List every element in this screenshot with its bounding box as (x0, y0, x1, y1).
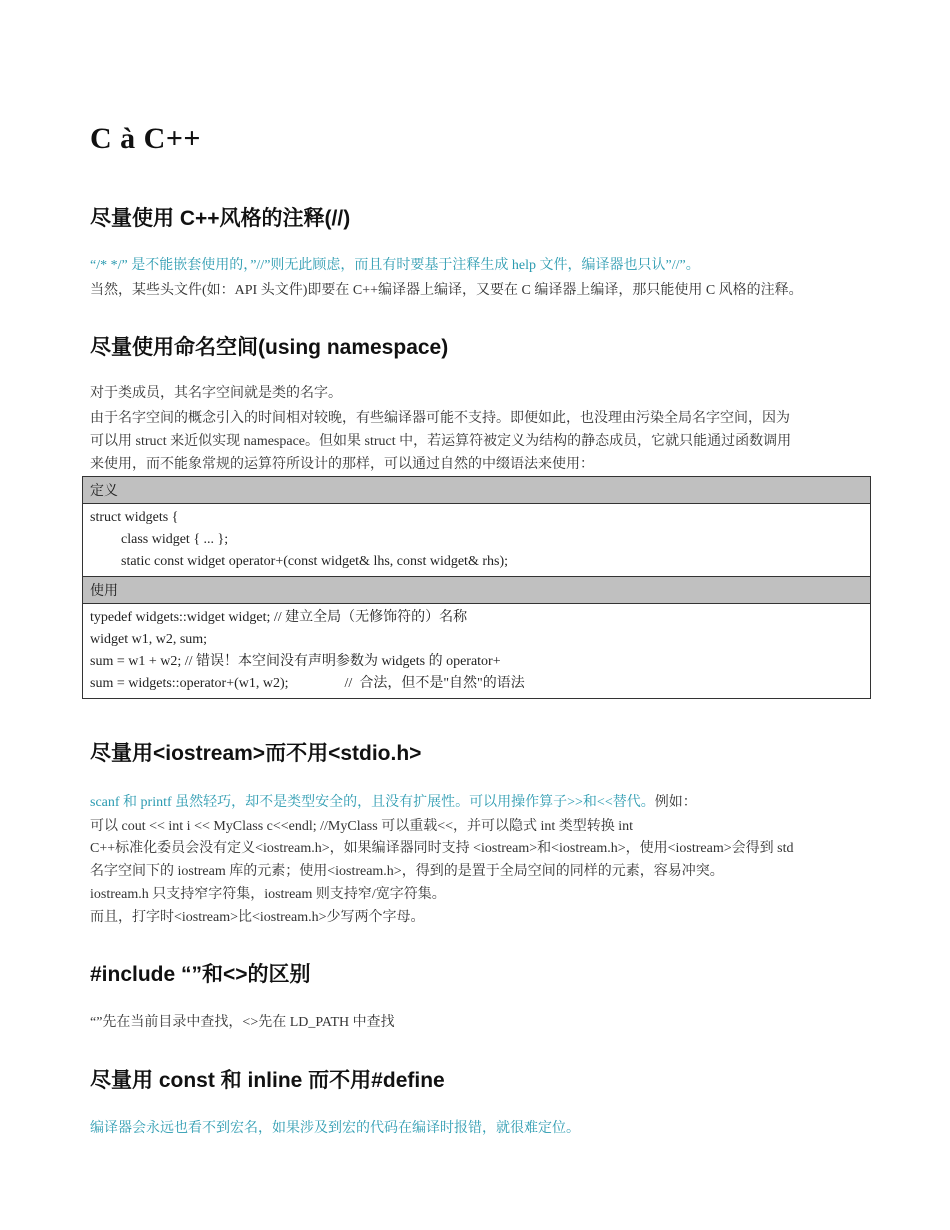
code-line: typedef widgets::widget widget; // 建立全局（无修饰符的）名称 (90, 610, 468, 625)
code-line: widget w1, w2, sum; (90, 632, 208, 647)
paragraph: 可以 cout << int i << MyClass c<<endl; //MyClass 可以重载<<，并可以隐式 int 类型转换 int (90, 819, 634, 834)
paragraph: 由于名字空间的概念引入的时间相对较晚，有些编译器可能不支持。即便如此，也没理由污染全局名字空间，因为 (90, 411, 790, 426)
table-header-usage: 使用 (83, 577, 871, 604)
code-line: class widget { ... }; (121, 532, 229, 547)
code-table (82, 476, 871, 699)
highlighted-text: scanf 和 printf 虽然轻巧，却不是类型安全的，且没有扩展性。可以用操作算子>>和<<替代。 (90, 795, 655, 810)
section-heading-const-inline: 尽量用 const 和 inline 而不用#define (90, 1069, 445, 1092)
page-title: C à C++ (90, 122, 202, 155)
paragraph: “/* */” 是不能嵌套使用的，”//”则无此顾虑，而且有时要基于注释生成 help 文件，编译器也只认”//”。 (90, 258, 700, 273)
section-heading-comments: 尽量使用 C++风格的注释(//) (90, 207, 351, 230)
section-heading-include: #include “”和<>的区别 (90, 963, 311, 986)
code-line: sum = w1 + w2; // 错误！本空间没有声明参数为 widgets 的 operator+ (90, 654, 501, 669)
paragraph: 而且，打字时<iostream>比<iostream.h>少写两个字母。 (90, 910, 425, 925)
paragraph: 对于类成员，其名字空间就是类的名字。 (90, 386, 342, 401)
paragraph: 当然，某些头文件(如：API 头文件)即要在 C++编译器上编译，又要在 C 编译器上编译，那只能使用 C 风格的注释。 (90, 283, 803, 298)
table-header-definition: 定义 (83, 477, 871, 504)
code-line: struct widgets { (90, 510, 179, 525)
paragraph: 编译器会永远也看不到宏名，如果涉及到宏的代码在编译时报错，就很难定位。 (90, 1121, 580, 1136)
paragraph: C++标准化委员会没有定义<iostream.h>，如果编译器同时支持 <iostream>和<iostream.h>，使用<iostream>会得到 std (90, 841, 794, 856)
section-heading-iostream: 尽量用<iostream>而不用<stdio.h> (90, 742, 422, 765)
paragraph (90, 794, 697, 812)
code-line: sum = widgets::operator+(w1, w2); // 合法，但不是"自然"的语法 (90, 676, 525, 691)
paragraph: “”先在当前目录中查找，<>先在 LD_PATH 中查找 (90, 1015, 395, 1030)
text: 例如： (654, 795, 697, 810)
paragraph: 名字空间下的 iostream 库的元素；使用<iostream.h>，得到的是置于全局空间的同样的元素，容易冲突。 (90, 864, 724, 879)
paragraph: iostream.h 只支持窄字符集，iostream 则支持窄/宽字符集。 (90, 887, 446, 902)
section-heading-namespace: 尽量使用命名空间(using namespace) (90, 336, 449, 359)
code-block-definition (83, 504, 871, 577)
code-line: static const widget operator+(const widget& lhs, const widget& rhs); (121, 554, 508, 569)
paragraph: 来使用，而不能象常规的运算符所设计的那样，可以通过自然的中缀语法来使用： (90, 457, 594, 472)
code-block-usage (83, 604, 871, 699)
paragraph: 可以用 struct 来近似实现 namespace。但如果 struct 中，若运算符被定义为结构的静态成员，它就只能通过函数调用 (90, 434, 792, 449)
